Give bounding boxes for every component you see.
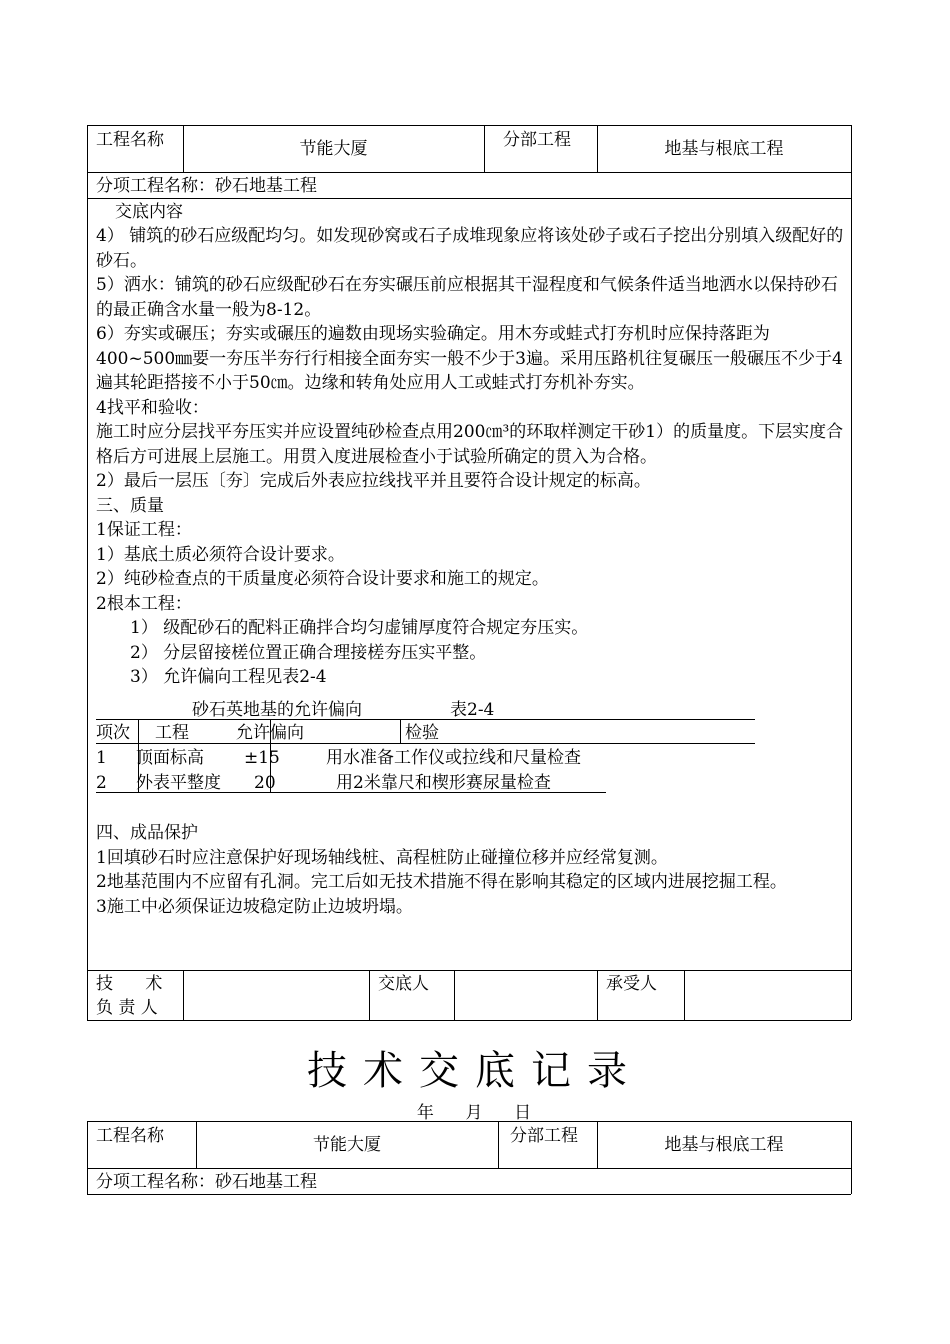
content-paragraph: 2）纯砂检查点的干质量度必须符合设计要求和施工的规定。	[96, 569, 549, 589]
p2-subitem-name: 分项工程名称：砂石地基工程	[96, 1172, 317, 1192]
small-table-caption: 砂石英地基的允许偏向	[192, 700, 362, 720]
content-paragraph: 1回填砂石时应注意保护好现场轴线桩、高程桩防止碰撞位移并应经常复测。	[96, 847, 668, 868]
content-paragraph: 1保证工程：	[96, 520, 192, 540]
table-cell: 用2米靠尺和楔形赛尿量检查	[336, 773, 551, 793]
content-paragraph: 2）最后一层压〔夯〕完成后外表应拉线找平并且要符合设计规定的标高。	[96, 471, 651, 491]
disclosure-heading: 交底内容	[115, 202, 183, 222]
content-paragraph: 6）夯实或碾压；夯实或碾压的遍数由现场实验确定。用木夯或蛙式打夯机时应保持落距为400~500㎜要一夯压半夯行行相接全面夯实一般不少于3遍。采用压路机往复碾压一般碾压不少于4遍其轮距搭接不小于50㎝。边缘和转角处应用人工或蛙式打夯机补夯实。	[96, 324, 843, 393]
table-cell: 20	[254, 773, 276, 793]
content-paragraph: 2地基范围内不应留有孔洞。完工后如无技术措施不得在影响其稳定的区域内进展挖掘工程。	[96, 872, 787, 892]
date-line: 年 月 日	[416, 1103, 534, 1123]
content-paragraph: 4） 铺筑的砂石应级配均匀。如发现砂窝或石子成堆现象应将该处砂子或石子挖出分别填入级配好的砂石。	[96, 226, 844, 271]
document-title: 技术交底记录	[307, 1048, 643, 1094]
project-name-value: 节能大厦	[299, 139, 368, 159]
content-paragraph: 2） 分层留接槎位置正确合理接槎夯压实平整。	[130, 642, 487, 663]
col-header-inspection: 检验	[405, 723, 439, 743]
content-paragraph: 3施工中必须保证边坡稳定防止边坡坍塌。	[96, 896, 413, 917]
receiver-label: 承受人	[606, 974, 657, 994]
table-cell: 2	[96, 773, 107, 793]
p2-project-name-label: 工程名称	[96, 1126, 164, 1146]
section-heading: 四、成品保护	[96, 823, 198, 843]
table-cell: 用水准备工作仪或拉线和尺量检查	[326, 748, 581, 768]
p2-division-value: 地基与根底工程	[664, 1135, 784, 1155]
content-paragraph: 1）基底土质必须符合设计要求。	[96, 544, 345, 565]
project-name-label: 工程名称	[96, 130, 164, 150]
content-paragraph: 1） 级配砂石的配料正确拌合均匀虚铺厚度符合规定夯压实。	[130, 618, 589, 638]
content-paragraph: 5）洒水：铺筑的砂石应级配砂石在夯实碾压前应根据其干湿程度和气候条件适当地洒水以保持砂石的最正确含水量一般为8-12。	[96, 275, 838, 320]
table-cell: 1	[96, 748, 107, 768]
tech-lead-label-line1: 技 术	[96, 974, 163, 994]
product-protection	[96, 821, 848, 919]
section-heading: 三、质量	[96, 495, 164, 516]
table-cell: ±15	[244, 748, 280, 768]
col-header-index: 项次	[96, 723, 130, 743]
division-label: 分部工程	[503, 130, 571, 150]
p2-project-name-value: 节能大厦	[313, 1135, 381, 1155]
subitem-name: 分项工程名称：砂石地基工程	[96, 176, 317, 196]
table-cell: 外表平整度	[136, 773, 221, 793]
division-value: 地基与根底工程	[664, 139, 784, 159]
tech-lead-label-line2: 负 责 人	[96, 998, 158, 1018]
disclosure-content	[96, 224, 848, 690]
col-header-item: 工程	[155, 723, 189, 743]
content-paragraph: 4找平和验收：	[96, 397, 209, 418]
content-paragraph: 施工时应分层找平夯压实并应设置纯砂检查点用200㎝³的环取样测定干砂1）的质量度。下层实度合格后方可进展上层施工。用贯入度进展检查小于试验所确定的贯入为合格。	[96, 422, 844, 467]
content-paragraph: 3） 允许偏向工程见表2-4	[130, 667, 327, 687]
col-header-tolerance: 允许偏向	[236, 723, 304, 743]
small-table-number: 表2-4	[450, 700, 495, 720]
discloser-label: 交底人	[378, 974, 429, 994]
table-cell: 顶面标高	[136, 748, 204, 768]
p2-division-label: 分部工程	[510, 1126, 578, 1146]
content-paragraph: 2根本工程：	[96, 593, 192, 614]
